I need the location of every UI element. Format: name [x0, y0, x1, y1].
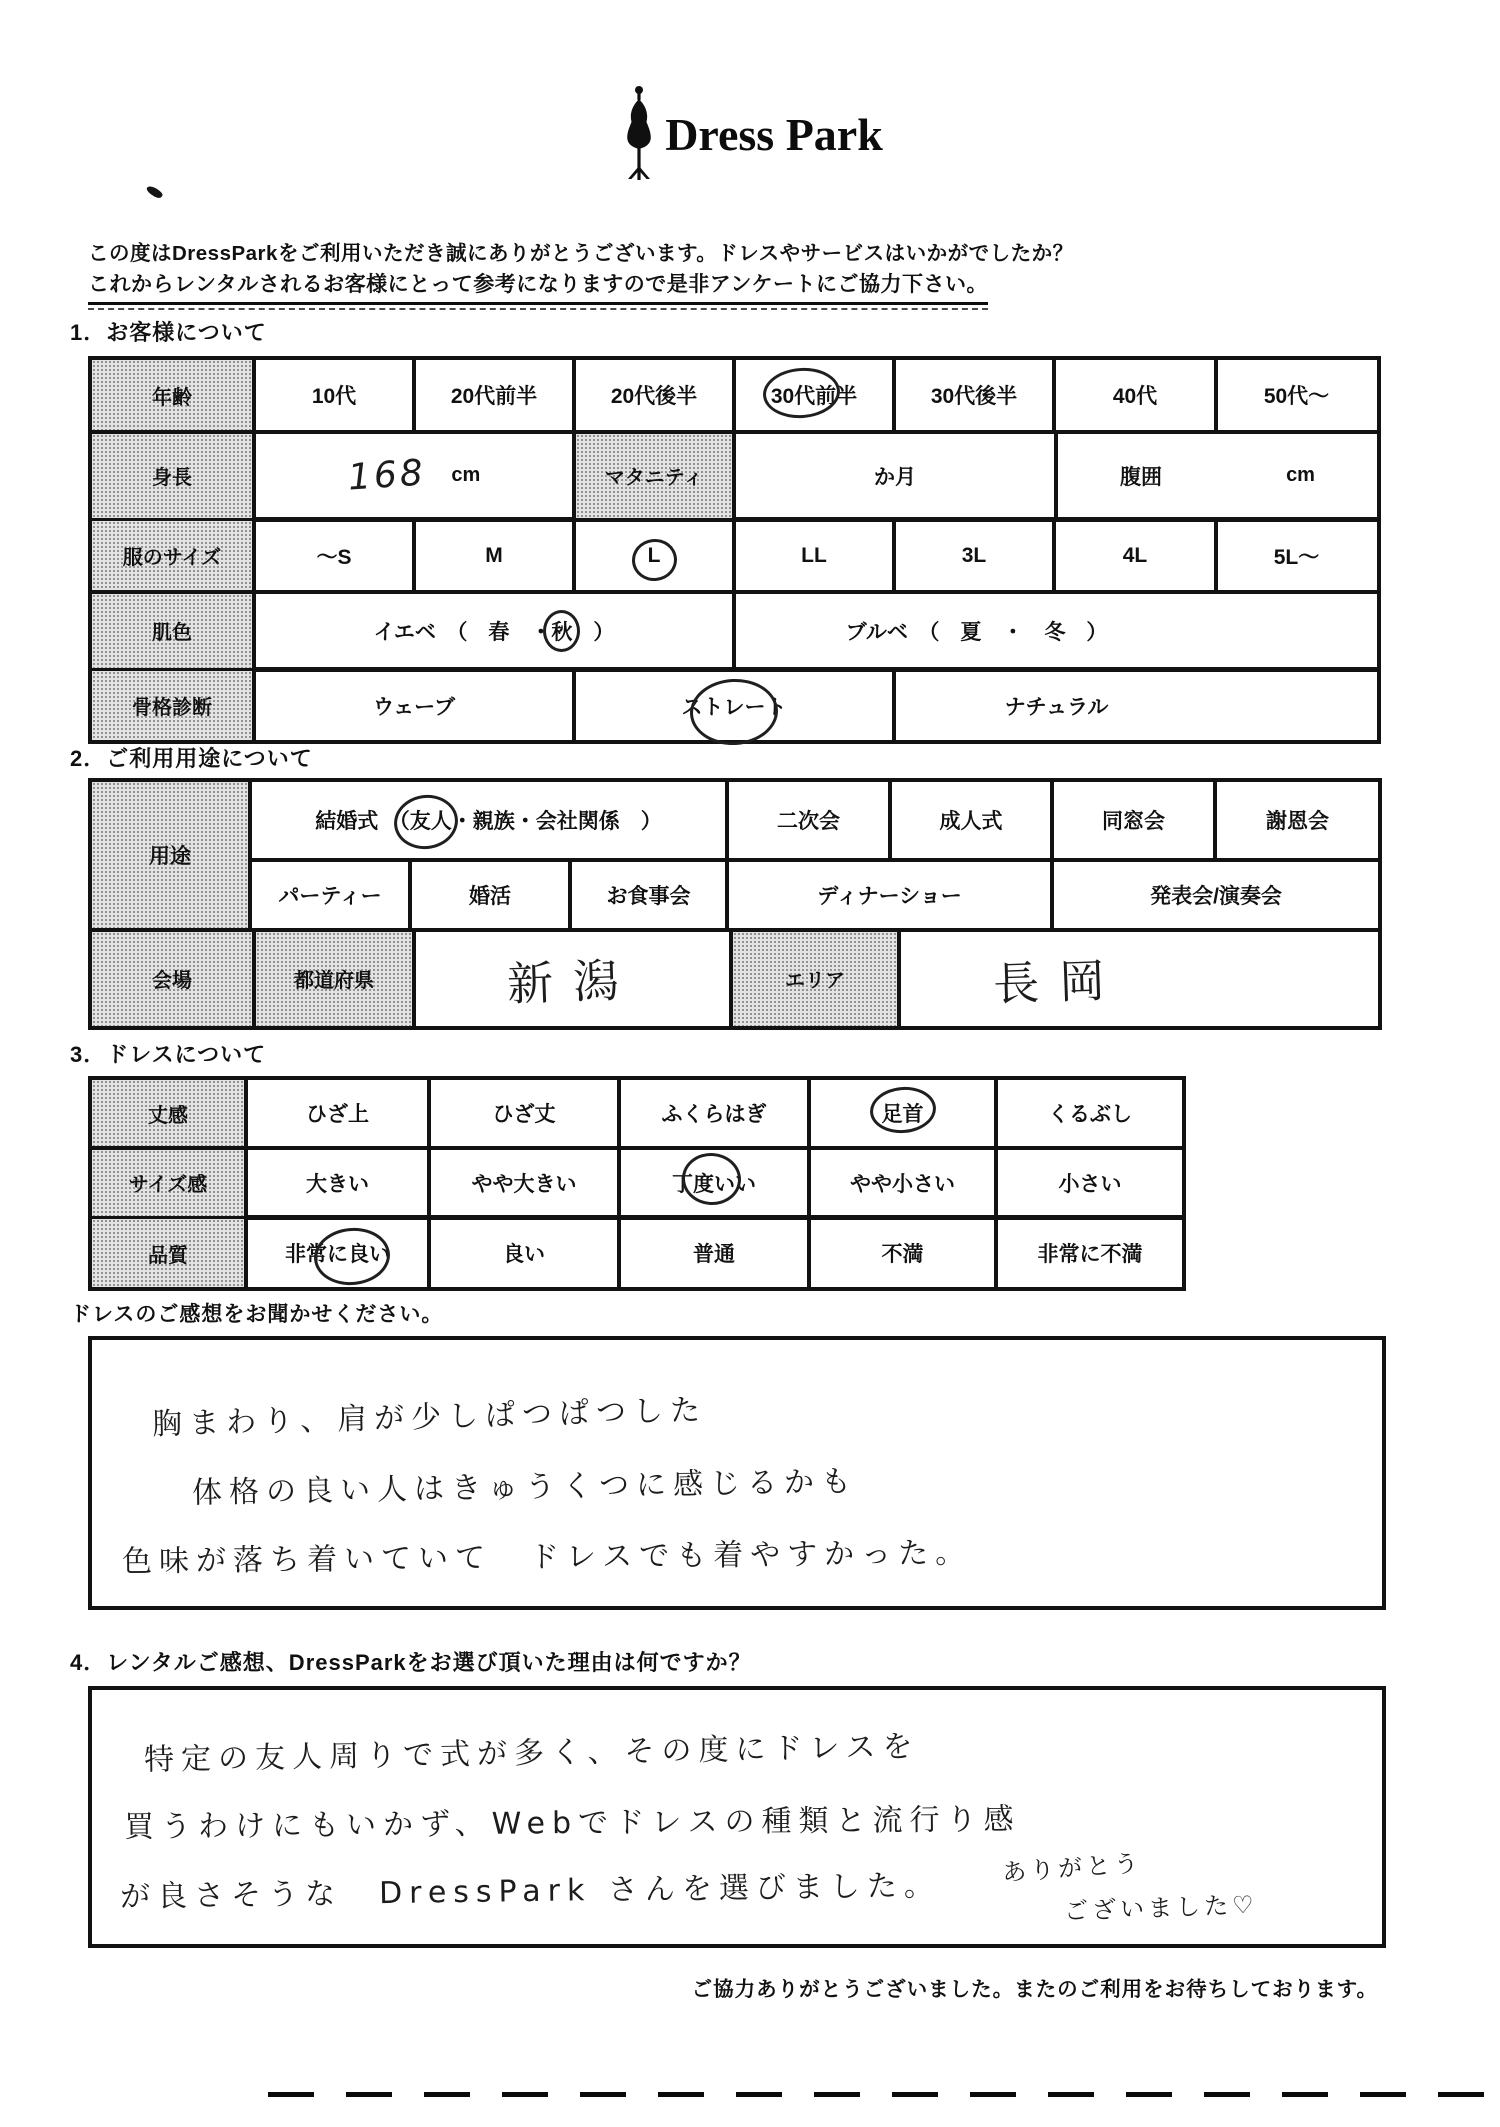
wedding-suffix: ・親族・会社関係 ） — [451, 810, 662, 833]
intro-emphasis-wrap — [88, 268, 988, 310]
dress-comment-prompt: ドレスのご感想をお聞かせください。 — [70, 1303, 444, 1326]
quality-row — [88, 1215, 1186, 1291]
usage-option-party: パーティー — [252, 862, 412, 928]
frame-row — [88, 667, 1381, 744]
fit-row — [88, 1146, 1186, 1220]
size-option-ll: LL — [732, 521, 892, 590]
skin-yellow-prefix: イエベ （ 春 ・ — [373, 620, 552, 644]
dress-comment-box — [88, 1336, 1386, 1610]
quality-option-very-unsatisfied: 非常に不満 — [994, 1219, 1182, 1287]
size-label: 服のサイズ — [92, 521, 252, 590]
fit-option-slightly-large: やや大きい — [427, 1150, 617, 1216]
circled-selection: L — [647, 543, 661, 567]
handwritten-comment-line: 色味が落ち着いていて ドレスでも着やすかった。 — [121, 1535, 973, 1580]
age-option-late-20s: 20代後半 — [572, 360, 732, 430]
age-option-10s: 10代 — [252, 360, 412, 430]
area-value-cell — [897, 932, 1217, 1026]
circled-selection: 30代前半 — [771, 380, 857, 410]
fit-option-just-right — [617, 1150, 807, 1216]
usage-label: 用途 — [92, 782, 252, 928]
area-label: エリア — [729, 932, 897, 1026]
intro-text: この度はDressParkをご利用いただき誠にありがとうございます。ドレスやサービスはいかがでしたか？ — [88, 242, 1074, 265]
section1-title: 1．お客様について — [70, 320, 267, 345]
circled-selection: 丁度いい — [672, 1168, 756, 1198]
handwritten-answer-line: 特定の友人周りで式が多く、その度にドレスを — [143, 1729, 920, 1778]
waist-unit: cm — [1286, 464, 1315, 486]
usage-option-matchmaking: 婚活 — [412, 862, 572, 928]
handwritten-comment-line: 胸まわり、肩が少しぱつぱつした — [151, 1392, 708, 1443]
length-option-calf: ふくらはぎ — [617, 1080, 807, 1146]
waist-label: 腹囲 — [1120, 465, 1163, 489]
wedding-prefix: 結婚式 （ — [315, 810, 410, 833]
age-option-early-30s — [732, 360, 892, 430]
fit-option-small: 小さい — [994, 1150, 1182, 1216]
dress-form-icon — [617, 84, 661, 185]
usage-option-recital: 発表会/演奏会 — [1150, 885, 1282, 908]
handwritten-thanks-note: ございました♡ — [1063, 1890, 1259, 1926]
usage-option-wedding — [252, 782, 729, 862]
skin-yellow-suffix: ） — [572, 620, 615, 644]
usage-option-dinner-show: ディナーショー — [729, 862, 1054, 928]
length-option-above-knee: ひざ上 — [244, 1080, 427, 1146]
maternity-months-cell: か月 — [732, 434, 1054, 518]
usage-option-reunion: 同窓会 — [1054, 782, 1217, 862]
size-option-3l: 3L — [892, 521, 1052, 590]
prefecture-handwritten-value: 新潟 — [505, 952, 640, 1011]
maternity-label: マタニティ — [572, 434, 732, 518]
usage-option-coming-of-age: 成人式 — [892, 782, 1054, 862]
frame-option-natural: ナチュラル — [892, 671, 1217, 740]
age-option-40s: 40代 — [1052, 360, 1214, 430]
age-option-early-20s: 20代前半 — [412, 360, 572, 430]
usage-option-afterparty: 二次会 — [729, 782, 892, 862]
brand-logo — [0, 84, 1500, 185]
venue-label: 会場 — [92, 932, 252, 1026]
handwritten-thanks-note: ありがとう — [1001, 1849, 1143, 1887]
size-option-s: ～S — [252, 521, 412, 590]
height-handwritten-value: 168 — [346, 452, 427, 499]
intro-emphasis-text: これからレンタルされるお客様にとって参考になりますので是非アンケートにご協力下さい。 — [88, 268, 988, 305]
prefecture-label: 都道府県 — [252, 932, 412, 1026]
height-row — [88, 430, 1381, 522]
fit-label: サイズ感 — [92, 1150, 244, 1216]
area-handwritten-value: 長岡 — [992, 952, 1127, 1011]
handwritten-answer-line: が良さそうな DressPark さんを選びました。 — [119, 1868, 942, 1915]
usage-option-thanks-party: 謝恩会 — [1217, 782, 1378, 862]
venue-row — [88, 928, 1382, 1030]
skin-yellow-base-cell — [252, 594, 732, 668]
size-option-5l: 5L～ — [1214, 521, 1375, 590]
waist-cell — [1054, 434, 1377, 518]
length-option-knee: ひざ丈 — [427, 1080, 617, 1146]
circled-selection: 秋 — [551, 616, 572, 646]
fit-option-large: 大きい — [244, 1150, 427, 1216]
size-row — [88, 517, 1381, 594]
height-value-cell — [252, 434, 572, 518]
reason-answer-box — [88, 1686, 1386, 1948]
pen-mark — [145, 184, 163, 201]
usage-table — [88, 778, 1382, 1030]
skin-row — [88, 590, 1381, 672]
skin-blue-base-cell: ブルベ （ 夏 ・ 冬 ） — [732, 594, 1217, 668]
length-option-anklebone: くるぶし — [994, 1080, 1182, 1146]
dress-table — [88, 1076, 1186, 1291]
customer-table — [88, 356, 1381, 744]
age-row — [88, 356, 1381, 434]
section3-title: 3．ドレスについて — [70, 1042, 267, 1067]
quality-option-average: 普通 — [617, 1219, 807, 1287]
age-option-50s: 50代～ — [1214, 360, 1375, 430]
circled-selection: 友人 — [410, 805, 452, 835]
scan-artifact-dashes — [268, 2092, 1500, 2097]
quality-label: 品質 — [92, 1219, 244, 1287]
handwritten-answer-line: 買うわけにもいかず、Webでドレスの種類と流行り感 — [123, 1802, 1021, 1845]
size-option-4l: 4L — [1052, 521, 1214, 590]
length-option-ankle — [807, 1080, 994, 1146]
age-option-late-30s: 30代後半 — [892, 360, 1052, 430]
handwritten-comment-line: 体格の良い人はきゅうくつに感じるかも — [191, 1464, 859, 1511]
usage-option-dinner-party: お食事会 — [572, 862, 729, 928]
section2-title: 2．ご利用用途について — [70, 746, 313, 771]
size-option-l — [572, 521, 732, 590]
frame-option-straight — [572, 671, 892, 740]
frame-option-wave: ウェーブ — [252, 671, 572, 740]
size-option-m: M — [412, 521, 572, 590]
height-label: 身長 — [92, 434, 252, 518]
length-row — [88, 1076, 1186, 1150]
usage-grid — [88, 778, 1382, 932]
age-label: 年齢 — [92, 360, 252, 430]
length-label: 丈感 — [92, 1080, 244, 1146]
brand-name: Dress Park — [665, 109, 883, 160]
frame-label: 骨格診断 — [92, 671, 252, 740]
section4-title: 4．レンタルご感想、DressParkをお選び頂いた理由は何ですか？ — [70, 1650, 752, 1675]
footer-thanks-text: ご協力ありがとうございました。またのご利用をお待ちしております。 — [691, 1978, 1378, 2001]
quality-option-good: 良い — [427, 1219, 617, 1287]
fit-option-slightly-small: やや小さい — [807, 1150, 994, 1216]
skin-label: 肌色 — [92, 594, 252, 668]
circled-selection: 足首 — [882, 1098, 924, 1128]
quality-option-unsatisfied: 不満 — [807, 1219, 994, 1287]
quality-option-very-good — [244, 1219, 427, 1287]
circled-selection: 非常に良い — [285, 1238, 390, 1268]
prefecture-value-cell — [412, 932, 729, 1026]
circled-selection: ストレート — [682, 691, 787, 721]
height-unit: cm — [451, 464, 481, 486]
